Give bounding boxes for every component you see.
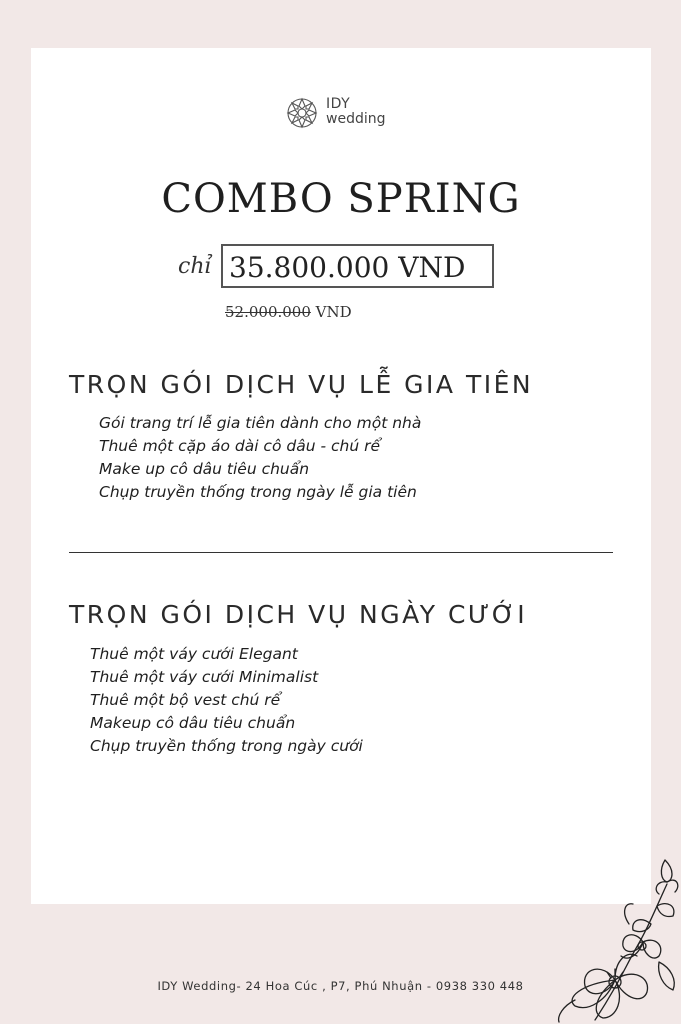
wedding-day-items-list — [90, 643, 363, 758]
mandala-logo-icon — [286, 97, 318, 129]
old-price-currency: VND — [315, 303, 352, 321]
price-value: 35.800.000 VND — [229, 251, 466, 284]
logo-brand-text: IDY — [326, 96, 351, 112]
footer-contact: IDY Wedding- 24 Hoa Cúc , P7, Phú Nhuận - 0938 330 448 — [157, 979, 524, 993]
list-item: Thuê một váy cưới Elegant — [90, 645, 298, 663]
list-item: Make up cô dâu tiêu chuẩn — [99, 460, 310, 478]
logo-sub-text: wedding — [326, 111, 386, 127]
list-item: Thuê một váy cưới Minimalist — [90, 668, 319, 686]
list-item: Gói trang trí lễ gia tiên dành cho một nhà — [99, 414, 422, 432]
floral-line-art-icon — [555, 850, 681, 1024]
section-title-ancestral: TRỌN GÓI DỊCH VỤ LỄ GIA TIÊN — [69, 370, 534, 399]
list-item: Thuê một cặp áo dài cô dâu - chú rể — [99, 437, 380, 455]
brand-logo — [286, 96, 406, 130]
list-item: Thuê một bộ vest chú rể — [90, 691, 281, 709]
ancestral-items-list — [99, 412, 421, 504]
content-card — [31, 48, 651, 904]
old-price — [225, 303, 352, 321]
combo-title: COMBO SPRING — [161, 176, 521, 222]
section-title-wedding-day: TRỌN GÓI DỊCH VỤ NGÀY CƯỚI — [69, 600, 528, 629]
price-box — [221, 244, 494, 288]
old-price-value: 52.000.000 — [225, 303, 311, 321]
list-item: Makeup cô dâu tiêu chuẩn — [90, 714, 296, 732]
list-item: Chụp truyền thống trong ngày lễ gia tiên — [99, 483, 417, 501]
section-divider — [69, 552, 613, 553]
list-item: Chụp truyền thống trong ngày cưới — [90, 737, 363, 755]
price-prefix: chỉ — [178, 254, 212, 279]
